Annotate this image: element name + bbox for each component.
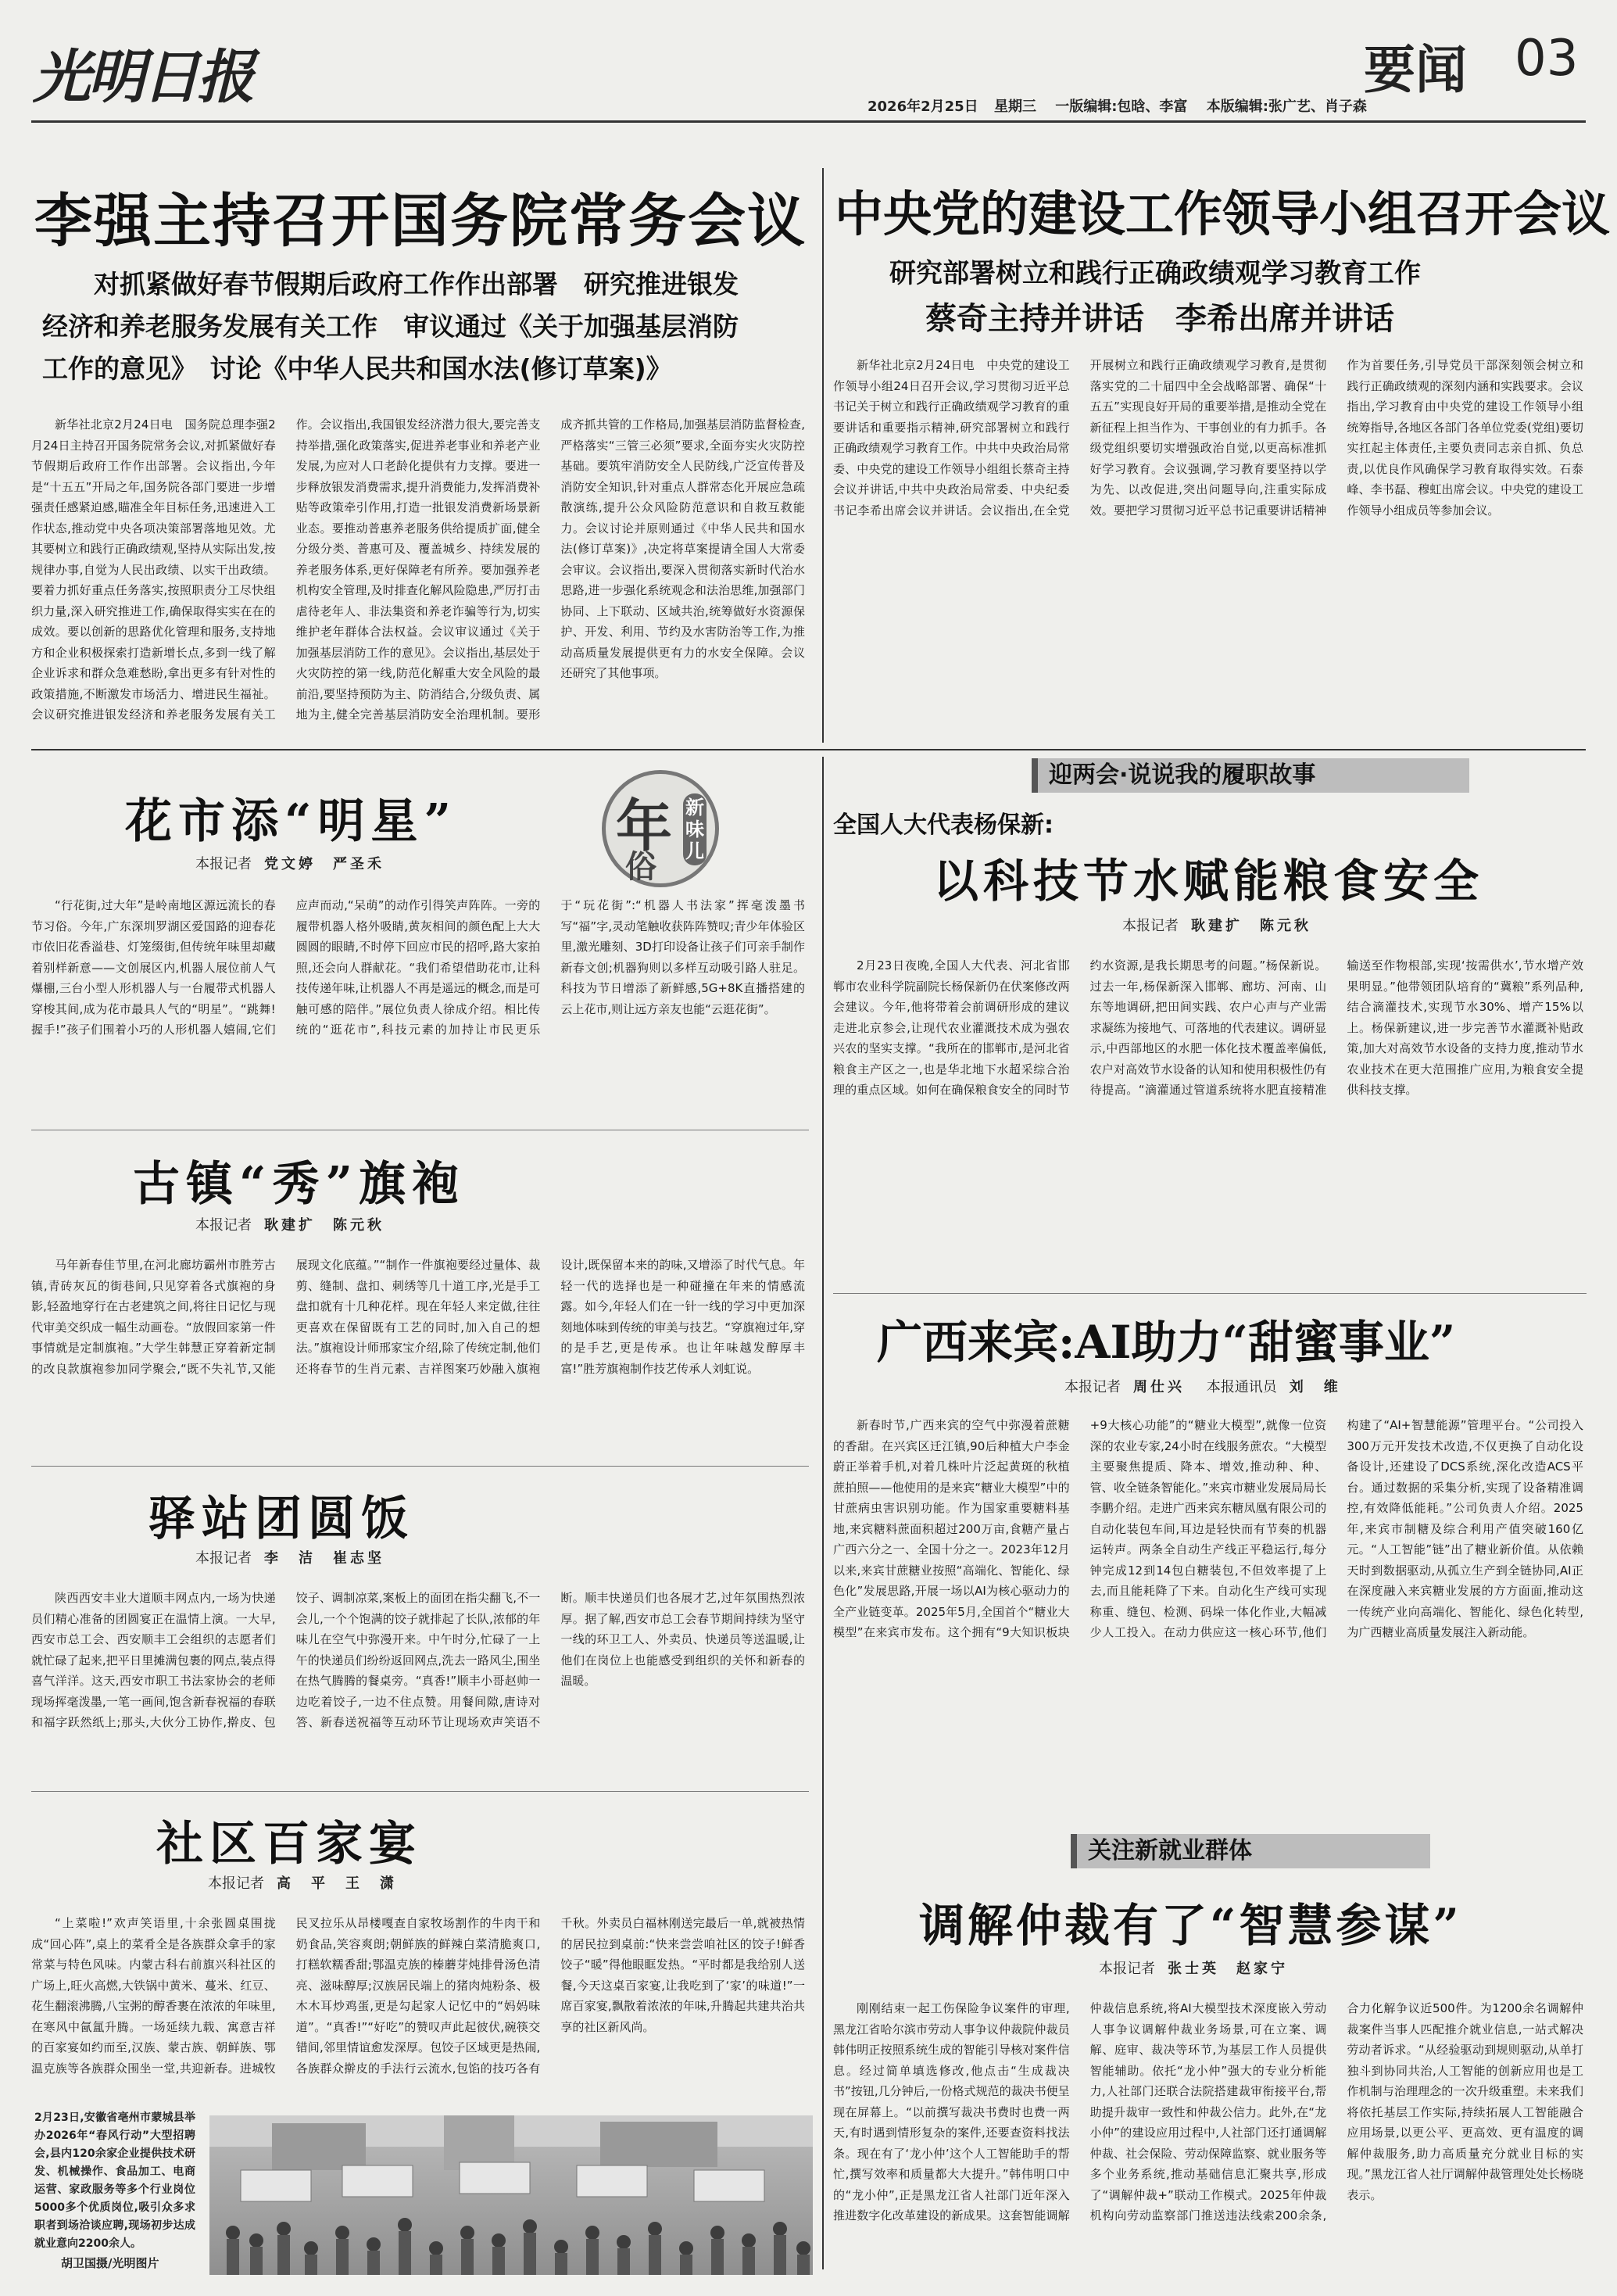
newspaper-logo[interactable]: 光明日报 bbox=[33, 44, 252, 111]
section-label[interactable]: 要闻 bbox=[1364, 39, 1467, 100]
page-editor: 本版编辑:张广艺、肖子森 bbox=[1206, 99, 1367, 115]
headline-banquet[interactable]: 社区百家宴 bbox=[156, 1817, 422, 1872]
byline-names: 张士英 赵家宁 bbox=[1168, 1961, 1288, 1977]
byline-prefix: 本报记者 bbox=[1122, 918, 1179, 934]
masthead bbox=[0, 0, 1617, 133]
body-deputy: 2月23日夜晚,全国人大代表、河北省邯郸市农业科学院副院长杨保新仍在伏案修改两会建议。今年,他将带着会前调研形成的建议走进北京参会,让现代农业灌溉技术成为强农兴农的坚实支撑。“我所在的邯郸市,是河北省粮食主产区之一,也是华北地下水超采综合治理的重点区域。如何在确保粮食安全的同时节约水资源,是我长期思考的问题。”杨保新说。过去一年,杨保新深入邯郸、廊坊、河南、山东等地调研,把田间实践、农户心声与产业需求凝练为接地气、可落地的代表建议。调研显示,中西部地区的水肥一体化技术覆盖率偏低,农户对高效节水设备的认知和使用积极性仍有待提高。“滴灌通过管道系统将水肥直接精准输送至作物根部,实现‘按需供水’,节水增产效果明显。”他带领团队培育的“冀粮”系列品种,结合滴灌技术,实现节水30%、增产15%以上。杨保新建议,进一步完善节水灌溉补贴政策,加大对高效节水设备的支持力度,推动节水农业技术在更大范围推广应用,为粮食安全提供科技支撑。 bbox=[833, 958, 1583, 1097]
masthead-rule bbox=[31, 120, 1586, 123]
bottom-vertical-divider bbox=[822, 757, 824, 2269]
top-vertical-divider bbox=[822, 168, 824, 743]
two-sessions-banner[interactable] bbox=[1032, 758, 1469, 793]
byline-prefix: 本报记者 bbox=[208, 1875, 264, 1892]
byline-prefix: 本报记者 bbox=[195, 1550, 252, 1567]
front-editor: 一版编辑:包晗、李富 bbox=[1055, 99, 1188, 115]
subhead-3: 工作的意见》 讨论《中华人民共和国水法(修订草案)》 bbox=[42, 353, 672, 384]
subhead-party-1: 研究部署树立和践行正确政绩观学习教育工作 bbox=[889, 258, 1421, 289]
divider-3 bbox=[31, 1791, 809, 1792]
headline-party-building[interactable]: 中央党的建设工作领导小组召开会议 bbox=[835, 185, 1611, 242]
issue-date: 2026年2月25日 bbox=[868, 99, 978, 115]
byline-prefix: 本报记者 bbox=[1099, 1961, 1155, 1977]
body-guangxi: 新春时节,广西来宾的空气中弥漫着蔗糖的香甜。在兴宾区迁江镇,90后种植大户李金蔚正举着手机,对着几株叶片泛起黄斑的秋植蔗拍照——他使用的是来宾“糖业大模型”中的甘蔗病虫害识别功能。作为国家重要糖料基地,来宾糖料蔗面积超过200万亩,食糖产量占广西六分之一、全国十分之一。2023年12月以来,来宾甘蔗糖业按照“高端化、智能化、绿色化”发展思路,开展一场以AI为核心驱动力的全产业链变革。2025年5月,全国首个“糖业大模型”在来宾市发布。这个拥有“9大知识板块+9大核心功能”的“糖业大模型”,就像一位资深的农业专家,24小时在线服务蔗农。“大模型主要聚焦提质、降本、增效,推动种、种、管、收全链条智能化。”来宾市糖业发展局局长李鹏介绍。走进广西来宾东糖凤凰有限公司的自动化装包车间,耳边是轻快而有节奏的机器运转声。两条全自动生产线正平稳运行,每分钟完成12到14包白糖装包,不但效率提了上去,而且能耗降了下来。自动化生产线可实现称重、缝包、检测、码垛一体化作业,大幅减少人工投入。在动力供应这一核心环节,他们构建了“AI+智慧能源”管理平台。“公司投入300万元开发技术改造,不仅更换了自动化设备设计,还建设了DCS系统,深化改造ACS平台。通过数据的采集分析,实现了设备精准调控,有效降低能耗。”公司负责人介绍。2025年,来宾市制糖及综合利用产值突破160亿元。“人工智能”链”出了糖业新价值。从依赖天时到数据驱动,从孤立生产到全链协同,AI正在深度融入来宾糖业发展的方方面面,推动这一传统产业向高端化、智能化、绿色化转型,为广西糖业高质量发展注入新动能。 bbox=[833, 1418, 1583, 1639]
photo-credit: 胡卫国摄/光明图片 bbox=[61, 2256, 159, 2270]
new-year-badge bbox=[602, 770, 719, 887]
byline-names: 耿建扩 陈元秋 bbox=[264, 1217, 385, 1234]
byline-prefix: 本报记者 bbox=[1064, 1379, 1121, 1395]
byline-names: 李 洁 崔志坚 bbox=[264, 1550, 385, 1567]
byline-banquet bbox=[208, 1872, 397, 1893]
headline-station[interactable]: 驿站团圆饭 bbox=[148, 1492, 414, 1546]
headline-deputy[interactable]: 以科技节水赋能粮食安全 bbox=[933, 854, 1484, 908]
deputy-article bbox=[833, 797, 1587, 1282]
byline-names: 周仕兴 bbox=[1133, 1379, 1185, 1395]
subhead-1: 对抓紧做好春节假期后政府工作作出部署 研究推进银发 bbox=[94, 269, 739, 299]
party-building-article bbox=[833, 164, 1611, 743]
byline-guangxi bbox=[1064, 1376, 1341, 1396]
headline-qipao[interactable]: 古镇“秀”旗袍 bbox=[133, 1157, 466, 1212]
issue-date-line bbox=[868, 95, 1367, 116]
byline-flowers bbox=[195, 853, 385, 873]
page-number: 03 bbox=[1515, 30, 1579, 88]
subhead-2: 经济和养老服务发展有关工作 审议通过《关于加强基层消防 bbox=[42, 311, 739, 342]
badge-ring-text: 新味儿 bbox=[683, 793, 707, 865]
byline-names: 党文婷 严圣禾 bbox=[264, 856, 385, 872]
headline-mediation[interactable]: 调解仲裁有了“智慧参谋” bbox=[919, 1899, 1462, 1952]
body-banquet: “上菜啦!”欢声笑语里,十余张圆桌围拢成“回心阵”,桌上的菜肴全是各族群众拿手的家常菜与特色风味。内蒙古科右前旗兴科社区的广场上,旺火高燃,大铁锅中黄米、蔓米、红豆、花生翻滚沸腾,八宝粥的醇香裹在浓浓的年味里,在寒风中氤氲升腾。一场延续九载、寓意吉祥的百家宴如约而至,汉族、蒙古族、朝鲜族、鄂温克族等各族群众围坐一堂,共迎新春。进城牧民叉拉乐从昂楼嘎查自家牧场割作的牛肉干和奶食品,笑容爽朗;朝鲜族的鲜辣白菜清脆爽口,打糕软糯香甜;鄂温克族的榛蘑芽炖排骨汤色清亮、滋味醇厚;汉族居民端上的猪肉炖粉条、极木木耳炒鸡蛋,更是勾起家人记忆中的“妈妈味道”。“真香!”“好吃”的赞叹声此起彼伏,碗筷交错间,邻里情谊愈发深厚。包饺子区域更是热闹,各族群众擀皮的手法行云流水,包馅的技巧各有千秋。外卖员白福林刚送完最后一单,就被热情的居民拉到桌前:“快来尝尝咱社区的饺子!鲜香饺子“暖”得他眼眶发热。“平时都是我给别人送餐,今天这桌百家宴,让我吃到了‘家’的味道!”一席百家宴,飘散着浓浓的年味,升腾起共建共治共享的社区新风尚。 bbox=[31, 1916, 805, 2076]
state-council-article bbox=[31, 164, 813, 743]
body-qipao: 马年新春佳节里,在河北廊坊霸州市胜芳古镇,青砖灰瓦的街巷间,只见穿着各式旗袍的身影,轻盈地穿行在古老建筑之间,将往日记忆与现代审美交织成一幅生动画卷。“放假回家第一件事情就是定制旗袍。”大学生韩慧正穿着新定制的改良款旗袍参加同学聚会,“既不失礼节,又能展现文化底蕴。”“制作一件旗袍要经过量体、裁剪、缝制、盘扣、刺绣等几十道工序,光是手工盘扣就有十几种花样。现在年轻人来定做,往往更喜欢在保留既有工艺的同时,加入自己的想法。”旗袍设计师邢家宝介绍,除了传统定制,他们还将春节的生肖元素、吉祥图案巧妙融入旗袍设计,既保留本来的韵味,又增添了时代气息。年轻一代的选择也是一种碰撞在年来的情感流露。如今,年轻人们在一针一线的学习中更加深刻地体味到传统的审美与技艺。“穿旗袍过年,穿的是手艺,更是传承。也让年味越发醇厚丰富!”胜芳旗袍制作技艺传承人刘虹说。 bbox=[31, 1258, 805, 1376]
byline-prefix-2: 本报通讯员 bbox=[1206, 1379, 1277, 1395]
headline-state-council[interactable]: 李强主持召开国务院常务会议 bbox=[34, 188, 807, 255]
badge-sub-char: 俗 bbox=[625, 848, 656, 885]
byline-qipao bbox=[195, 1214, 385, 1234]
body-station: 陕西西安丰业大道顺丰网点内,一场为快递员们精心准备的团圆宴正在温情上演。一大早,西安市总工会、西安顺丰工会组织的志愿者们就忙碌了起来,把平日里摊满包裹的网点,装点得喜气洋洋。这天,西安市职工书法家协会的老师现场挥毫泼墨,一笔一画间,饱含新春祝福的春联和福字跃然纸上;那头,大伙分工协作,擀皮、包饺子、调制凉菜,案板上的面团在指尖翻飞,不一会儿,一个个饱满的饺子就排起了长队,浓郁的年味儿在空气中弥漫开来。中午时分,忙碌了一上午的快递员们纷纷返回网点,洗去一路风尘,围坐在热气腾腾的餐桌旁。“真香!”顺丰小哥赵帅一边吃着饺子,一边不住点赞。用餐间隙,唐诗对答、新春送祝福等互动环节让现场欢声笑语不断。顺丰快递员们也各展才艺,过年氛围热烈浓厚。据了解,西安市总工会春节期间持续为坚守一线的环卫工人、外卖员、快递员等送温暖,让他们在岗位上也能感受到组织的关怀和新春的温暖。 bbox=[31, 1591, 805, 1729]
body-flowers: “行花街,过大年”是岭南地区源远流长的春节习俗。今年,广东深圳罗湖区爱国路的迎春花市依旧花香溢巷、灯笼缀街,但传统年味里却藏着别样新意——文创展区内,机器人展位前人气爆棚,三台小型人形机器人与一台履带式机器人穿梭其间,成为花市最具人气的“明星”。“跳舞!握手!”孩子们围着小巧的人形机器人嬉闹,它们应声而动,“呆萌”的动作引得笑声阵阵。一旁的履带机器人格外吸睛,黄灰相间的颜色配上大大圆圆的眼睛,不时停下回应市民的招呼,路大家拍照,还会向人群献花。“我们希望借助花市,让科技传递年味,让机器人不再是遥远的概念,而是可触可感的陪伴。”展位负责人徐成介绍。相比传统的“逛花市”,科技元素的加持让市民更乐于“玩花街”:“机器人书法家”挥毫泼墨书写“福”字,灵动笔触收获阵阵赞叹;青少年体验区里,激光雕刻、3D打印设备让孩子们可亲手制作新春文创;机器狗则以多样互动吸引路人驻足。科技为节日增添了新鲜感,5G+8K直播搭建的云上花市,则让远方亲友也能“云逛花街”。 bbox=[31, 898, 805, 1037]
byline-prefix: 本报记者 bbox=[195, 1217, 252, 1234]
mid-horizontal-rule bbox=[31, 749, 1586, 750]
feature-section bbox=[31, 762, 813, 2255]
divider-2 bbox=[31, 1466, 809, 1467]
new-employment-banner[interactable] bbox=[1071, 1834, 1430, 1868]
byline-station bbox=[195, 1547, 385, 1567]
job-fair-photo[interactable] bbox=[209, 2115, 813, 2275]
byline-prefix: 本报记者 bbox=[195, 856, 252, 872]
guangxi-article bbox=[833, 1298, 1587, 1829]
photo-caption: 2月23日,安徽省亳州市蒙城县举办2026年“春风行动”大型招聘会,县内120余家企业提供技术研发、机械操作、食品加工、电商运营、家政服务等多个行业岗位5000多个优质岗位,吸引众多求职者到场洽谈应聘,现场初步达成就业意向2200余人。 bbox=[34, 2112, 195, 2250]
headline-guangxi[interactable]: 广西来宾:AI助力“甜蜜事业” bbox=[877, 1316, 1456, 1369]
subhead-party-2: 蔡奇主持并讲话 李希出席并讲话 bbox=[925, 301, 1394, 337]
body-mediation: 刚刚结束一起工伤保险争议案件的审理,黑龙江省哈尔滨市劳动人事争议仲裁院仲裁员韩伟明正按照系统生成的智能引导核对案件信息。经过简单填选修改,他点击“生成裁决书”按钮,几分钟后,一份格式规范的裁决书便呈现在屏幕上。“以前撰写裁决书费时也费一两天,有时遇到情形复杂的案件,还要查资料找法条。现在有了‘龙小仲’这个人工智能助手的帮忙,撰写效率和质量都大大提升。”韩伟明口中的“龙小仲”,正是黑龙江省人社部门近年深入推进数字化改革建设的新成果。这套智能调解仲裁信息系统,将AI大模型技术深度嵌入劳动人事争议调解仲裁业务场景,可在立案、调解、庭审、裁决等环节,为基层工作人员提供智能辅助。依托“龙小仲”强大的专业分析能力,人社部门还联合法院搭建裁审衔接平台,帮助提升裁审一致性和仲裁公信力。此外,在“龙小仲”的建设应用过程中,人社部门还打通调解仲裁、社会保险、劳动保障监察、就业服务等多个业务系统,推动基础信息汇聚共享,形成了“调解仲裁+”联动工作模式。2025年仲裁机构向劳动监察部门推送违法线索200余条,合力化解争议近500件。为1200余名调解仲裁案件当事人匹配推介就业信息,一站式解决劳动者诉求。“从经验驱动到规则驱动,从单打独斗到协同共治,人工智能的创新应用也是工作机制与治理理念的一次升级重塑。未来我们将依托基层工作实际,持续拓展人工智能融合应用场景,以更公平、更高效、更有温度的调解仲裁服务,助力高质量充分就业目标的实现。”黑龙江省人社厅调解仲裁管理处处长杨晓表示。 bbox=[833, 2001, 1583, 2223]
byline-names: 高 平 王 潇 bbox=[277, 1875, 397, 1892]
byline-deputy bbox=[1122, 915, 1311, 935]
byline-names: 耿建扩 陈元秋 bbox=[1191, 918, 1311, 934]
banner-label: 迎两会·说说我的履职故事 bbox=[1049, 761, 1316, 789]
headline-flowers[interactable]: 花市添“明星” bbox=[125, 794, 458, 849]
mediation-article bbox=[833, 1876, 1587, 2267]
byline-mediation bbox=[1099, 1958, 1288, 1978]
body-state-council: 新华社北京2月24日电 国务院总理李强2月24日主持召开国务院常务会议,对抓紧做好春节假期后政府工作作出部署。会议指出,今年是“十五五”开局之年,国务院各部门要进一步增强责任感紧迫感,瞄准全年目标任务,迅速进入工作状态,推动党中央各项决策部署落地见效。尤其要树立和践行正确政绩观,坚持从实际出发,按规律办事,自觉为人民出政绩、以实干出政绩。要着力抓好重点任务落实,按照职责分工尽快组织力量,深入研究推进工作,确保取得实实在在的成效。要以创新的思路优化管理和服务,支持地方和企业积极探索打造新增长点,多到一线了解企业诉求和群众急难愁盼,拿出更多有针对性的政策措施,不断激发市场活力、增进民生福祉。会议研究推进银发经济和养老服务发展有关工作。会议指出,我国银发经济潜力很大,要完善支持举措,强化政策落实,促进养老事业和养老产业发展,为应对人口老龄化提供有力支撑。要进一步释放银发消费需求,提升消费能力,发挥消费补贴等政策牵引作用,打造一批银发消费新场景新业态。要推动普惠养老服务供给提质扩面,健全分级分类、普惠可及、覆盖城乡、持续发展的养老服务体系,更好保障老有所养。要加强养老机构安全管理,及时排查化解风险隐患,严厉打击虐待老年人、非法集资和养老诈骗等行为,切实维护老年群体合法权益。会议审议通过《关于加强基层消防工作的意见》。会议指出,基层处于火灾防控的第一线,防范化解重大安全风险的最前沿,要坚持预防为主、防消结合,分级负责、属地为主,健全完善基层消防安全治理机制。要形成齐抓共管的工作格局,加强基层消防监督检查,严格落实“三管三必须”要求,全面夯实火灾防控基础。要筑牢消防安全人民防线,广泛宣传普及消防安全知识,针对重点人群常态化开展应急疏散演练,提升公众风险防范意识和自救互救能力。会议讨论并原则通过《中华人民共和国水法(修订草案)》,决定将草案提请全国人大常委会审议。会议指出,要深入贯彻落实新时代治水思路,进一步强化系统观念和法治思维,加强部门协同、上下联动、区域共治,统筹做好水资源保护、开发、利用、节约及水害防治等工作,为推动高质量发展提供更有力的水安全保障。会议还研究了其他事项。 bbox=[31, 417, 805, 722]
body-party-building: 新华社北京2月24日电 中央党的建设工作领导小组24日召开会议,学习贯彻习近平总书记关于树立和践行正确政绩观学习教育的重要讲话和重要指示精神,研究部署树立和践行正确政绩观学习教育工作。中共中央政治局常委、中央党的建设工作领导小组组长蔡奇主持会议并讲话,中共中央政治局常委、中央纪委书记李希出席会议并讲话。会议指出,在全党开展树立和践行正确政绩观学习教育,是贯彻落实党的二十届四中全会战略部署、确保“十五五”实现良好开局的重要举措,是推动全党在新征程上担当作为、干事创业的有力抓手。各级党组织要切实增强政治自觉,以更高标准抓好学习教育。会议强调,学习教育要坚持以学为先、以改促进,突出问题导向,注重实际成效。要把学习贯彻习近平总书记重要讲话精神作为首要任务,引导党员干部深刻领会树立和践行正确政绩观的深刻内涵和实践要求。会议指出,学习教育由中央党的建设工作领导小组统筹指导,各地区各部门各单位党委(党组)要切实扛起主体责任,主要负责同志亲自抓、负总责,以优良作风确保学习教育取得实效。石泰峰、李书磊、穆虹出席会议。中央党的建设工作领导小组成员等参加会议。 bbox=[833, 358, 1583, 518]
photo-illustration bbox=[209, 2115, 813, 2275]
divider-right-1 bbox=[833, 1293, 1587, 1294]
banner-label: 关注新就业群体 bbox=[1088, 1837, 1252, 1864]
badge-big-char: 年 bbox=[616, 793, 673, 859]
issue-weekday: 星期三 bbox=[993, 99, 1036, 115]
byline-names-2: 刘 维 bbox=[1289, 1379, 1341, 1395]
kicker-deputy: 全国人大代表杨保新: bbox=[833, 811, 1054, 839]
